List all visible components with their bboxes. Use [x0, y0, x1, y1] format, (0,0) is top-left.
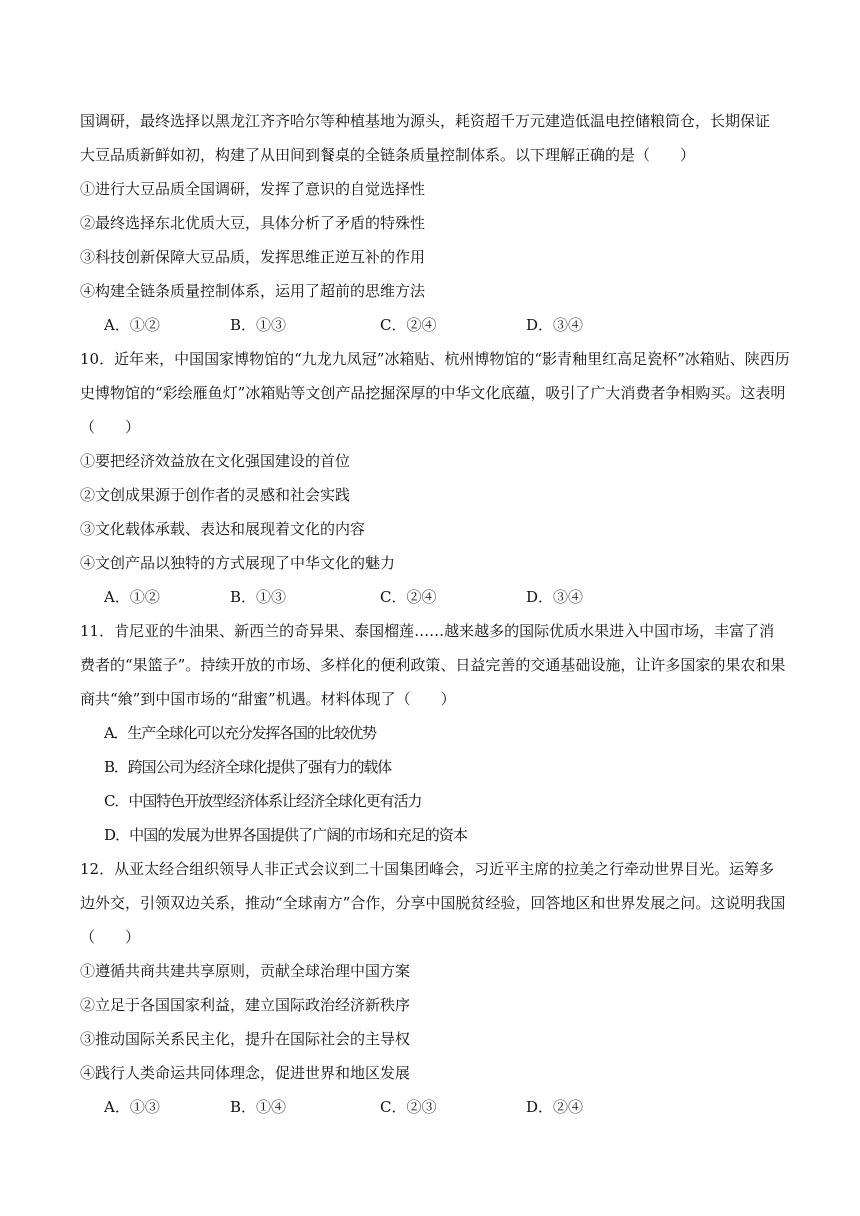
q9-option-d: D．③④ — [526, 316, 584, 334]
q10-option-b: B．①③ — [230, 588, 287, 606]
q12-options — [104, 1097, 794, 1117]
q9-options — [104, 315, 794, 335]
q9-option-b: B．①③ — [230, 316, 287, 334]
q10-stem-line-2: 史博物馆的“彩绘雁鱼灯”冰箱贴等文创产品挖掘深厚的中华文化底蕴，吸引了广大消费者争相购买。这表明 — [80, 384, 786, 402]
q9-statement-1: ①进行大豆品质全国调研，发挥了意识的自觉选择性 — [80, 180, 426, 198]
q12-statement-1: ①遵循共商共建共享原则，贡献全球治理中国方案 — [80, 962, 411, 980]
q12-statement-4: ④践行人类命运共同体理念，促进世界和地区发展 — [80, 1064, 411, 1082]
q12-option-d: D．②④ — [526, 1098, 584, 1116]
q12-statement-3: ③推动国际关系民主化，提升在国际社会的主导权 — [80, 1030, 411, 1048]
q12-stem-line-2: 边外交，引领双边关系，推动“全球南方”合作，分享中国脱贫经验，回答地区和世界发展之问。这说明我国 — [80, 894, 786, 912]
q11-choice-a: A．生产全球化可以充分发挥各国的比较优势 — [104, 724, 376, 742]
q12-stem-line-3: （ ） — [80, 928, 141, 946]
q12-option-a: A．①③ — [104, 1098, 160, 1116]
q11-stem-line-1: 11．肯尼亚的牛油果、新西兰的奇异果、泰国榴莲……越来越多的国际优质水果进入中国市场，丰富了消 — [80, 622, 775, 640]
q12-option-b: B．①④ — [230, 1098, 287, 1116]
q9-statement-3: ③科技创新保障大豆品质，发挥思维正逆互补的作用 — [80, 248, 426, 266]
q10-options — [104, 587, 794, 607]
q10-option-a: A．①② — [104, 588, 160, 606]
q10-statement-1: ①要把经济效益放在文化强国建设的首位 — [80, 452, 351, 470]
q10-statement-2: ②文创成果源于创作者的灵感和社会实践 — [80, 486, 351, 504]
q9-statement-4: ④构建全链条质量控制体系，运用了超前的思维方法 — [80, 282, 426, 300]
q9-option-c: C．②④ — [380, 316, 437, 334]
q11-stem-line-2: 费者的“果篮子”。持续开放的市场、多样化的便利政策、日益完善的交通基础设施，让许多国家的果农和果 — [80, 656, 786, 674]
q9-option-a: A．①② — [104, 316, 160, 334]
q12-stem-line-1: 12．从亚太经合组织领导人非正式会议到二十国集团峰会，习近平主席的拉美之行牵动世界目光。运筹多 — [80, 860, 775, 878]
q12-statement-2: ②立足于各国国家利益，建立国际政治经济新秩序 — [80, 996, 411, 1014]
q9-stem-line-1: 国调研，最终选择以黑龙江齐齐哈尔等种植基地为源头，耗资超千万元建造低温电控储粮筒仓，长期保证 — [80, 112, 771, 130]
q10-option-d: D．③④ — [526, 588, 584, 606]
q11-choice-c: C．中国特色开放型经济体系让经济全球化更有活力 — [104, 792, 422, 810]
q10-stem-line-3: （ ） — [80, 418, 141, 436]
q12-option-c: C．②③ — [380, 1098, 437, 1116]
q9-statement-2: ②最终选择东北优质大豆，具体分析了矛盾的特殊性 — [80, 214, 426, 232]
q11-choice-b: B．跨国公司为经济全球化提供了强有力的载体 — [104, 758, 392, 776]
q11-choice-d: D．中国的发展为世界各国提供了广阔的市场和充足的资本 — [104, 826, 468, 844]
q9-stem-line-2: 大豆品质新鲜如初，构建了从田间到餐桌的全链条质量控制体系。以下理解正确的是（ ） — [80, 146, 696, 164]
q10-option-c: C．②④ — [380, 588, 437, 606]
q10-statement-4: ④文创产品以独特的方式展现了中华文化的魅力 — [80, 554, 396, 572]
q10-stem-line-1: 10．近年来，中国国家博物馆的“九龙九凤冠”冰箱贴、杭州博物馆的“影青釉里红高足瓷杯”冰箱贴、陕西历 — [80, 350, 790, 368]
q11-stem-line-3: 商共“飨”到中国市场的“甜蜜”机遇。材料体现了（ ） — [80, 690, 456, 708]
q10-statement-3: ③文化载体承载、表达和展现着文化的内容 — [80, 520, 366, 538]
